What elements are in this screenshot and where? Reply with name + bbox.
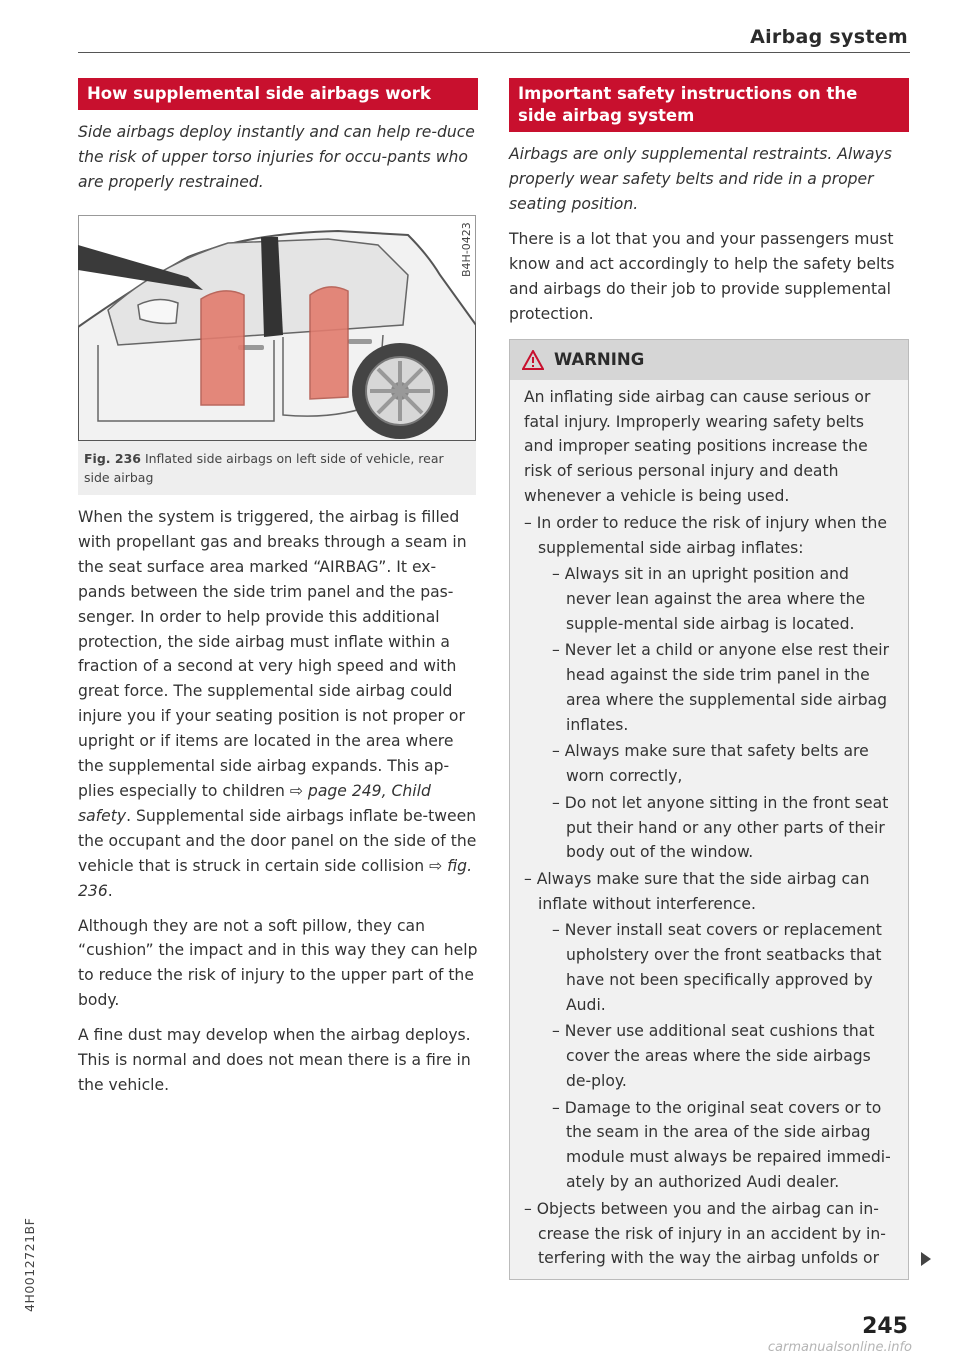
link-fig-236[interactable]: ⇨ fig. 236 — [78, 856, 473, 900]
running-header: Airbag system — [750, 26, 908, 48]
continued-arrow-icon — [921, 1252, 931, 1266]
figure-code: B4H-0423 — [460, 222, 473, 277]
page-number: 245 — [862, 1314, 908, 1339]
left-body — [78, 505, 478, 1098]
paragraph-dust: A fine dust may develop when the airbag deploys. This is normal and does not mean there is a fire in the vehicle. — [78, 1026, 471, 1094]
warning-subitem: – Always sit in an upright position and never lean against the area where the supple-mental side airbag is located. — [552, 564, 866, 633]
paragraph-know-act: There is a lot that you and your passengers must know and act accordingly to help the safety belts and airbags do their job to provide supplemental protection. — [509, 230, 895, 323]
figure-label: Fig. 236 — [84, 451, 141, 466]
paragraph-deployment: When the system is triggered, the airbag is filled with propellant gas and breaks through a seam in the seat surface area marked “AIRBAG”. It ex-pands between the side trim panel and the pas-senger. In order to help provide this additional protection, the side airbag must inflate within a fraction of a second at very high speed and with great force. The supplemental side airbag could injure you if your seating position is not proper or upright or if items are located in the area where the supplemental side airbag expands. This ap-plies especially to children ⇨ page 249, Child safety. Supplemental side airbags inflate be-tween the occupant and the door panel on the side of the vehicle that is struck in certain side collision ⇨ fig. 236. — [78, 508, 477, 900]
section-heading-side-airbags: How supplemental side airbags work — [78, 78, 478, 110]
warning-item: – In order to reduce the risk of injury when the supplemental side airbag inflates: — [524, 513, 887, 557]
warning-subitem: – Never use additional seat cushions that cover the areas where the side airbags de-ploy. — [552, 1022, 875, 1091]
section-heading-safety-instructions: Important safety instructions on the side airbag system — [509, 78, 909, 132]
warning-title: WARNING — [554, 350, 645, 370]
section-intro: Side airbags deploy instantly and can help re-duce the risk of upper torso injuries for occu-pants who are properly restrained. — [78, 123, 475, 191]
watermark: carmanualsonline.info — [767, 1340, 912, 1355]
document-code: 4H0012721BF — [22, 1217, 37, 1312]
warning-item: – Always make sure that the side airbag can inflate without interference. — [524, 869, 870, 913]
warning-subitem: – Do not let anyone sitting in the front seat put their hand or any other parts of their body out of the window. — [552, 793, 889, 862]
warning-subitem: – Never let a child or anyone else rest their head against the side trim panel in the area where the supplemental side airbag inflates. — [552, 641, 890, 734]
warning-box — [509, 339, 909, 1281]
right-column — [509, 78, 909, 1280]
warning-subitem: – Always make sure that safety belts are worn correctly, — [552, 742, 869, 786]
warning-triangle-icon — [522, 350, 544, 370]
figure-caption-text: Inflated side airbags on left side of vehicle, rear side airbag — [84, 451, 444, 485]
rear-side-airbag-shape — [310, 287, 348, 399]
link-child-safety[interactable]: ⇨ page 249, Child safety — [78, 781, 431, 825]
warning-item: – Objects between you and the airbag can in-crease the risk of injury in an accident by in-terfering with the way the airbag unfolds or — [524, 1199, 886, 1268]
warning-lead: An inflating side airbag can cause serious or fatal injury. Improperly wearing safety belts and improper seating positions increase the risk of serious personal injury and death whenever a vehicle is being used. — [524, 387, 871, 506]
warning-body — [510, 380, 908, 1280]
warning-subitem: – Never install seat covers or replacement upholstery over the front seatbacks that have not been specifically approved by Audi. — [552, 921, 882, 1014]
figure-236 — [78, 215, 476, 495]
car-airbag-illustration — [78, 215, 476, 441]
warning-subitem: – Damage to the original seat covers or to the seam in the area of the side airbag module must always be repaired immedi-ately by an authorized Audi dealer. — [552, 1098, 891, 1192]
left-column — [78, 78, 478, 1108]
front-side-airbag-shape — [201, 291, 244, 405]
paragraph-cushion: Although they are not a soft pillow, they can “cushion” the impact and in this way they can help to reduce the risk of injury to the upper part of the body. — [78, 916, 478, 1010]
header-rule — [78, 52, 910, 53]
section-intro-right: Airbags are only supplemental restraints. Always properly wear safety belts and ride in a proper seating position. — [509, 145, 892, 213]
warning-header — [510, 340, 908, 380]
figure-caption — [78, 441, 476, 495]
